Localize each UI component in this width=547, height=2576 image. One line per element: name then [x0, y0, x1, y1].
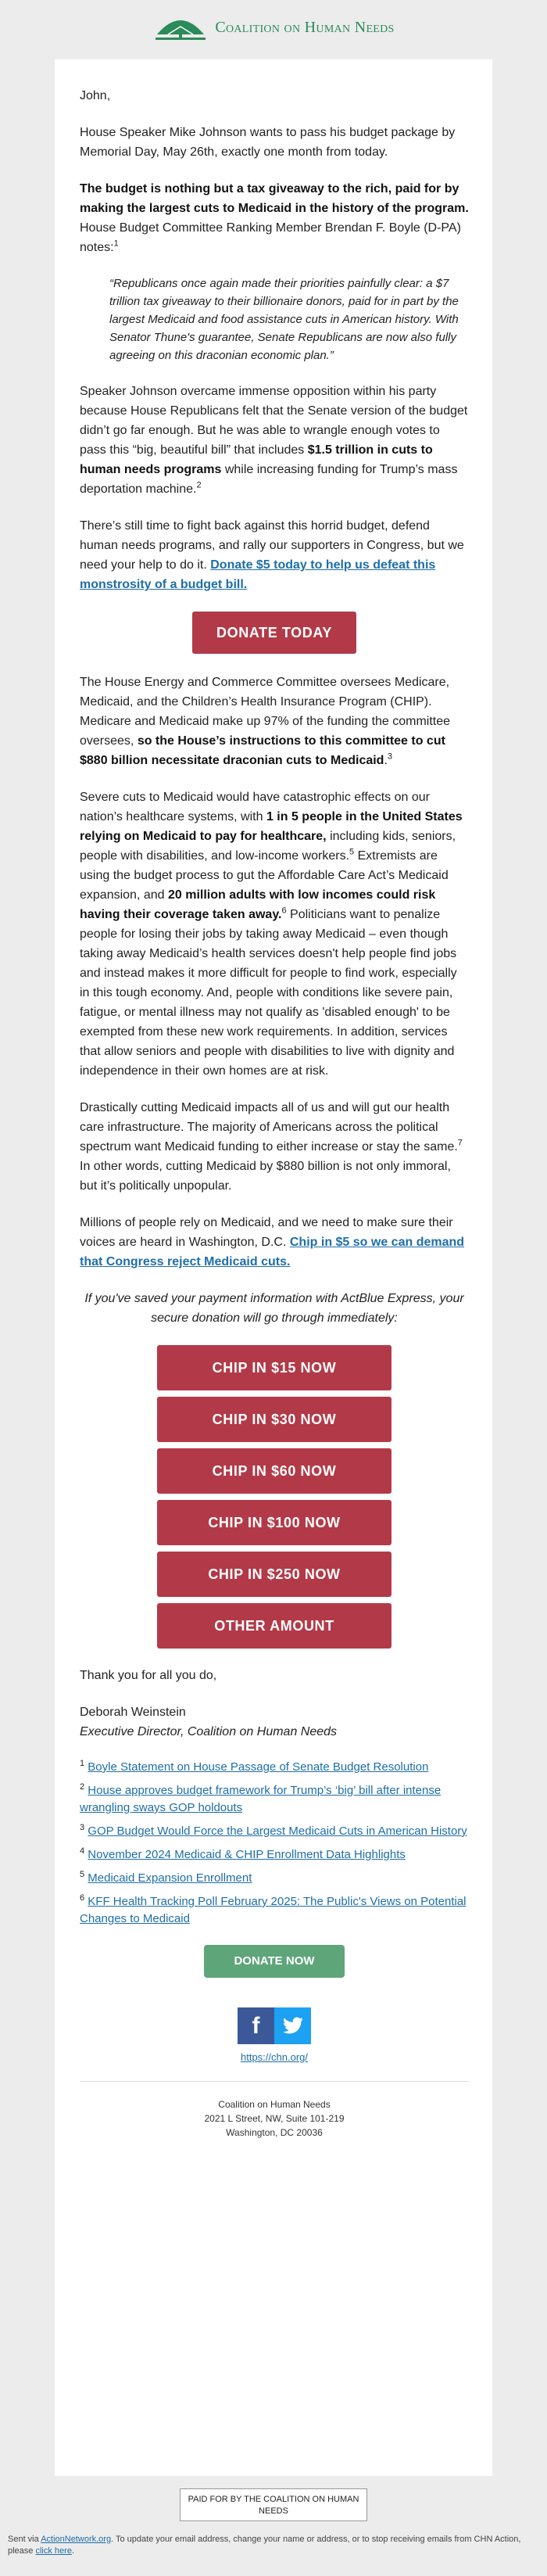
footnote-number: 4 — [80, 1846, 85, 1856]
footnote-ref: 6 — [281, 906, 287, 916]
bold-text: 20 million adults with low incomes could risk having their coverage taken away. — [80, 888, 436, 921]
paid-for-disclaimer: PAID FOR BY THE COALITION ON HUMAN NEEDS — [180, 2488, 367, 2521]
footnote-item — [80, 1893, 469, 1928]
chip-in-30-button[interactable]: CHIP IN $30 NOW — [157, 1397, 391, 1442]
text: Politicians want to penalize people for losing their jobs by taking away Medicaid – even though taking away Medicaid’s health services doesn't help people find jobs and instead makes it more difficult for people to find work, especially in this tough economy. And, people with conditions like severe pain, fatigue, or mental illness may not qualify as 'disabled enough' to be exempted from these new work requirements. In addition, services that allow seniors and people with disabilities to live with dignity and independence in their own homes are at risk. — [80, 908, 457, 1078]
donate-now-button[interactable]: DONATE NOW — [204, 1945, 345, 1978]
bold-text: The budget is nothing but a tax giveaway to the rich, paid for by making the largest cuts to Medicaid in the history of the program. — [80, 182, 469, 215]
footnote-item — [80, 1782, 469, 1817]
paragraph-millions — [80, 1213, 469, 1272]
bold-text: so the House’s instructions to this committee to cut $880 billion necessitate draconian cuts to Medicaid — [80, 734, 445, 767]
footnote-item — [80, 1759, 469, 1776]
text: including kids, seniors, people with disabilities, and low-income workers. — [80, 830, 456, 863]
text: Millions of people rely on Medicaid, and we need to make sure their voices are heard in Washington, D.C. — [80, 1216, 453, 1249]
text: . — [71, 2546, 75, 2556]
paragraph-drastic-cuts — [80, 1098, 469, 1196]
chip-in-buttons — [80, 1345, 469, 1649]
signature — [80, 1702, 469, 1742]
paragraph-committee — [80, 673, 469, 770]
chip-in-5-link[interactable]: Chip in $5 so we can demand that Congress reject Medicaid cuts. — [80, 1236, 465, 1268]
address-line: Washington, DC 20036 — [226, 2127, 323, 2138]
facebook-icon[interactable]: f — [238, 2007, 274, 2044]
footnote-item — [80, 1870, 469, 1887]
paragraph-johnson — [80, 382, 469, 499]
text: The House Energy and Commerce Committee oversees Medicare, Medicaid, and the Children’s Health Insurance Program (CHIP). Medicare and Medicaid make up 97% of the funding the committee oversees, — [80, 676, 451, 748]
website-link[interactable]: https://chn.org/ — [241, 2051, 308, 2063]
greeting: John, — [80, 89, 111, 102]
text: while increasing funding for Trump’s mass deportation machine. — [80, 463, 458, 496]
paragraph-tax-giveaway — [80, 179, 469, 257]
signer-name: Deborah Weinstein — [80, 1706, 186, 1719]
footnote-ref: 5 — [349, 847, 355, 857]
twitter-icon[interactable] — [274, 2007, 311, 2044]
text: Sent via — [8, 2535, 41, 2544]
bold-text: $1.5 trillion in cuts to human needs programs — [80, 443, 433, 476]
mailing-address — [80, 2097, 469, 2140]
text: . — [384, 754, 388, 767]
tree-icon — [152, 11, 209, 45]
footnote-link[interactable]: Medicaid Expansion Enrollment — [88, 1871, 252, 1885]
org-logo[interactable] — [152, 11, 394, 45]
address-line: Coalition on Human Needs — [218, 2099, 331, 2110]
footnotes — [80, 1759, 469, 1928]
footnote-number: 1 — [80, 1759, 85, 1768]
chip-in-250-button[interactable]: CHIP IN $250 NOW — [157, 1552, 391, 1597]
social-links — [80, 2007, 469, 2044]
org-name: Coalition on Human Needs — [215, 18, 395, 36]
bold-text: 1 in 5 people in the United States relying on Medicaid to pay for healthcare, — [80, 810, 463, 843]
text: . To update your email address, change your name or address, or to stop receiving emails from CHN Action, please — [8, 2535, 521, 2556]
footnote-number: 2 — [80, 1782, 85, 1792]
email-header — [0, 0, 547, 55]
email-body — [55, 59, 492, 2476]
footnote-link[interactable]: Boyle Statement on House Passage of Senate Budget Resolution — [88, 1760, 429, 1774]
text: Severe cuts to Medicaid would have catastrophic effects on our nation’s healthcare systems, with — [80, 791, 430, 823]
donate-today-button[interactable]: DONATE TODAY — [192, 612, 356, 654]
intro-paragraph: House Speaker Mike Johnson wants to pass his budget package by Memorial Day, May 26th, exactly one month from today. — [80, 126, 456, 159]
footnote-number: 6 — [80, 1893, 85, 1903]
closing: Thank you for all you do, — [80, 1669, 217, 1682]
footnote-ref: 7 — [457, 1138, 463, 1148]
footnote-ref: 1 — [113, 239, 119, 249]
chip-in-15-button[interactable]: CHIP IN $15 NOW — [157, 1345, 391, 1390]
chip-in-60-button[interactable]: CHIP IN $60 NOW — [157, 1448, 391, 1494]
text: Speaker Johnson overcame immense opposition within his party because House Republicans felt that the Senate version of the budget didn’t go far enough. But he was able to wrangle enough votes to pass this “big, beautiful bill” that includes — [80, 385, 468, 457]
email-footer — [8, 2534, 539, 2557]
footnote-link[interactable]: GOP Budget Would Force the Largest Medicaid Cuts in American History — [88, 1824, 467, 1838]
text: Drastically cutting Medicaid impacts all of us and will gut our health care infrastructure. The majority of Americans across the political spectrum want Medicaid funding to either increase or stay the same. — [80, 1101, 458, 1153]
footnote-link[interactable]: House approves budget framework for Trump’s ‘big’ bill after intense wrangling sways GOP holdouts — [80, 1784, 442, 1814]
paragraph-severe-cuts — [80, 788, 469, 1081]
other-amount-button[interactable]: OTHER AMOUNT — [157, 1603, 391, 1649]
footnote-ref: 3 — [387, 752, 393, 762]
footnote-item — [80, 1823, 469, 1840]
footnote-link[interactable]: November 2024 Medicaid & CHIP Enrollment Data Highlights — [88, 1848, 406, 1861]
signer-title: Executive Director, Coalition on Human Needs — [80, 1725, 338, 1738]
paragraph-fight-back — [80, 516, 469, 594]
text: Extremists are using the budget process to gut the Affordable Care Act’s Medicaid expansion, and — [80, 849, 449, 902]
website-url — [80, 2047, 469, 2067]
footnote-number: 5 — [80, 1870, 85, 1879]
chip-in-100-button[interactable]: CHIP IN $100 NOW — [157, 1500, 391, 1545]
unsubscribe-link[interactable]: click here — [35, 2546, 72, 2556]
actionnetwork-link[interactable]: ActionNetwork.org — [41, 2535, 112, 2544]
text: In other words, cutting Medicaid by $880 billion is not only immoral, but it’s politically unpopular. — [80, 1160, 451, 1193]
actblue-express-note: If you've saved your payment information with ActBlue Express, your secure donation will go through immediately: — [84, 1292, 464, 1325]
footnote-number: 3 — [80, 1823, 85, 1832]
address-line: 2021 L Street, NW, Suite 101-219 — [204, 2113, 345, 2124]
divider — [80, 2081, 469, 2082]
boyle-quote: “Republicans once again made their priorities painfully clear: a $7 trillion tax giveaway to their billionaire donors, paid for in part by the largest Medicaid and food assistance cuts in American history. With Senator Thune's guarantee, Senate Republicans are now also fully agreeing on this draconian economic plan.” — [109, 277, 459, 362]
donate-5-link[interactable]: Donate $5 today to help us defeat this monstrosity of a budget bill. — [80, 558, 436, 591]
footnote-ref: 2 — [196, 480, 202, 490]
text: House Budget Committee Ranking Member Brendan F. Boyle (D-PA) notes: — [80, 221, 461, 254]
footnote-link[interactable]: KFF Health Tracking Poll February 2025: The Public's Views on Potential Changes to Medicaid — [80, 1895, 467, 1925]
text: There’s still time to fight back against this horrid budget, defend human needs programs, and rally our supporters in Congress, but we need your help to do it. — [80, 519, 464, 572]
footnote-item — [80, 1846, 469, 1864]
